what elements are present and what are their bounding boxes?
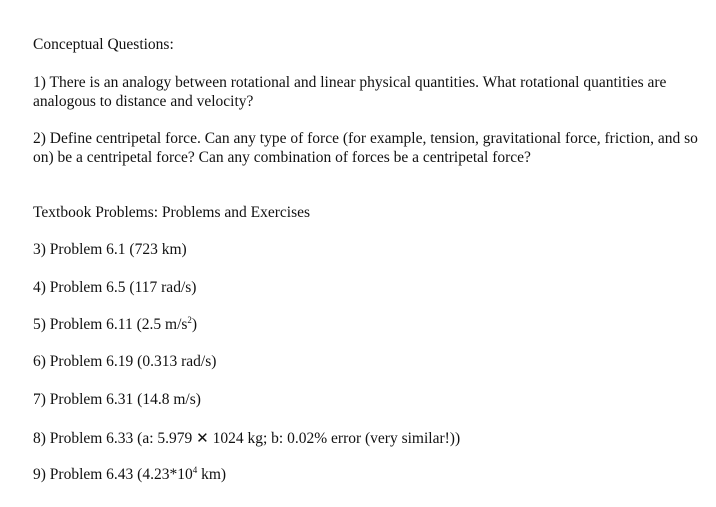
problem-5-close: ) xyxy=(191,316,198,333)
problem-5-superscript: 2 xyxy=(187,315,192,325)
problem-9 xyxy=(33,465,226,485)
problem-8 xyxy=(33,428,460,449)
problem-9-close: km) xyxy=(197,466,227,483)
problem-5-text: 5) Problem 6.11 (2.5 m/s xyxy=(33,316,188,333)
problem-6: 6) Problem 6.19 (0.313 rad/s) xyxy=(33,353,217,370)
conceptual-heading: Conceptual Questions: xyxy=(33,36,174,53)
question-2: 2) Define centripetal force. Can any type of force (for example, tension, gravitational force, friction, and so on) be a centripetal force? Can any combination of forces be a centripetal force? xyxy=(33,130,698,166)
multiply-sign: ✕ xyxy=(196,429,209,447)
question-1: 1) There is an analogy between rotational and linear physical quantities. What rotational quantities are analogous to distance and velocity? xyxy=(33,74,667,110)
problem-7: 7) Problem 6.31 (14.8 m/s) xyxy=(33,391,201,408)
textbook-heading: Textbook Problems: Problems and Exercises xyxy=(33,204,311,221)
problem-4: 4) Problem 6.5 (117 rad/s) xyxy=(33,279,197,296)
problem-9-superscript: 4 xyxy=(192,465,198,475)
problem-3: 3) Problem 6.1 (723 km) xyxy=(33,241,187,258)
problem-8-text: 8) Problem 6.33 (a: 5.979 xyxy=(33,430,197,447)
problem-5 xyxy=(33,315,197,335)
problem-8-rest: 1024 kg; b: 0.02% error (very similar!)) xyxy=(208,430,461,447)
problem-9-text: 9) Problem 6.43 (4.23*10 xyxy=(33,466,193,483)
